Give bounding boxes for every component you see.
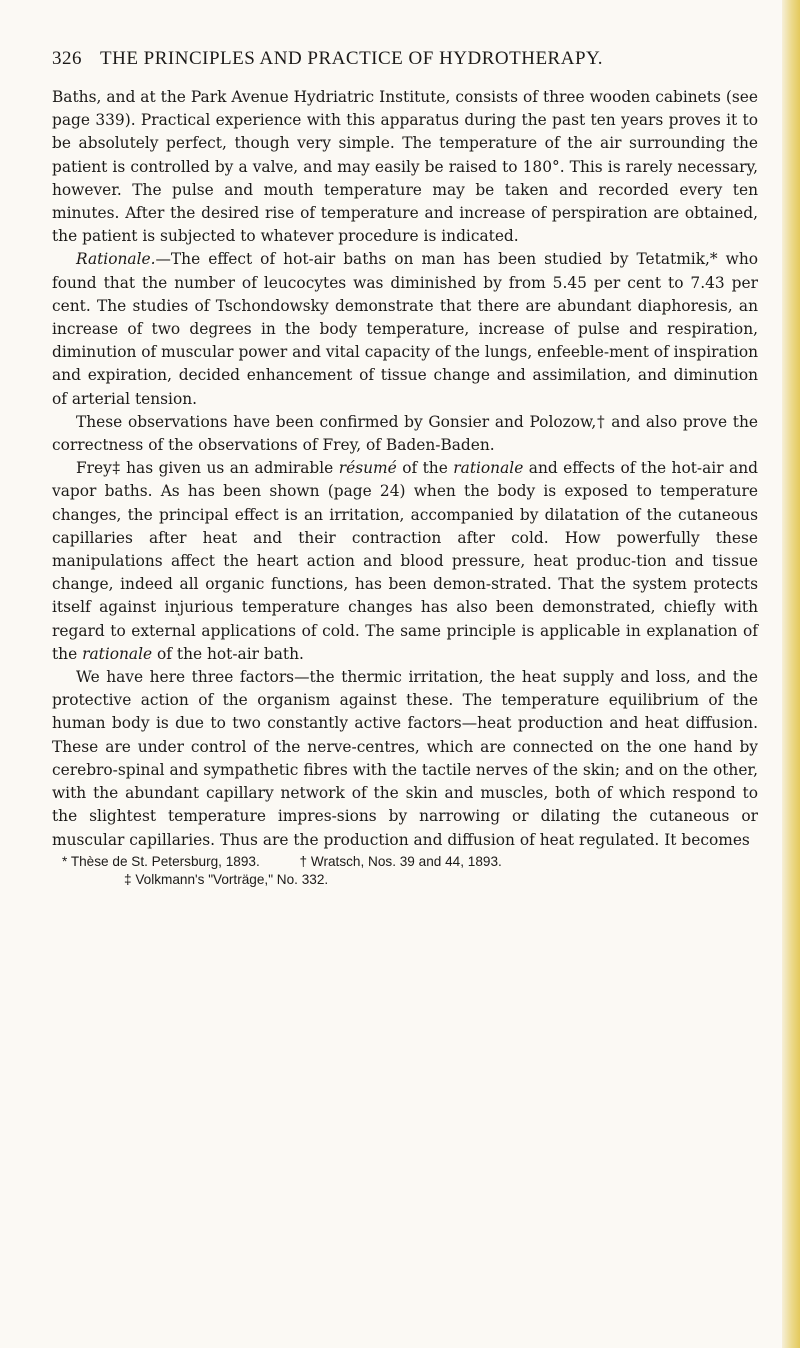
body-text — [52, 86, 758, 852]
running-title: THE PRINCIPLES AND PRACTICE OF HYDROTHERAPY. — [100, 48, 604, 69]
paragraph-3: These observations have been confirmed by Gonsier and Polozow,† and also prove the correctness of the observations of Frey, of Baden-Baden. — [52, 412, 758, 455]
footnotes — [52, 853, 758, 889]
book-page — [52, 48, 758, 889]
page-edge — [782, 0, 800, 1348]
paragraph-2: Rationale.—The effect of hot-air baths on man has been studied by Tetatmik,* who found that the number of leucocytes was diminished by from 5.45 per cent to 7.43 per cent. The studies of Tschondowsky demonstrate that there are abundant diaphoresis, an increase of two degrees in the body temperature, increase of pulse and respiration, diminution of muscular power and vital capacity of the lungs, enfeeble-ment of inspiration and expiration, decided enhancement of tissue change and assimilation, and diminution of arterial tension. — [52, 250, 758, 408]
rationale-heading: Rationale. — [76, 250, 156, 269]
paragraph-4: Frey‡ has given us an admirable résumé of the rationale and effects of the hot-air and vapor baths. As has been shown (page 24) when the body is exposed to temperature changes, the principal effect is an irritation, accompanied by dilatation of the cutaneous capillaries after heat and their contraction after cold. How powerfully these manipulations affect the heart action and blood pressure, heat produc-tion and tissue change, indeed all organic functions, has been demon-strated. That the system protects itself against injurious temperature changes has also been demonstrated, chiefly with regard to external applications of cold. The same principle is applicable in explanation of the rationale of the hot-air bath. — [52, 459, 758, 663]
footnote-3: ‡ Volkmann's "Vorträge," No. 332. — [124, 871, 329, 887]
page-number: 326 — [52, 48, 82, 69]
footnote-2: † Wratsch, Nos. 39 and 44, 1893. — [299, 853, 502, 869]
running-header — [52, 48, 758, 70]
footnote-1: * Thèse de St. Petersburg, 1893. — [62, 853, 260, 869]
paragraph-1: Baths, and at the Park Avenue Hydriatric Institute, consists of three wooden cabinets (see page 339). Practical experience with this apparatus during the past ten years proves it to be absolutely perfect, though very simple. The temperature of the air surrounding the patient is controlled by a valve, and may easily be raised to 180°. This is rarely necessary, however. The pulse and mouth temperature may be taken and recorded every ten minutes. After the desired rise of temperature and increase of perspiration are obtained, the patient is subjected to whatever procedure is indicated. — [52, 88, 758, 246]
paragraph-5: We have here three factors—the thermic irritation, the heat supply and loss, and the protective action of the organism against these. The temperature equilibrium of the human body is due to two constantly active factors—heat production and heat diffusion. These are under control of the nerve-centres, which are connected on the one hand by cerebro-spinal and sympathetic fibres with the tactile nerves of the skin; and on the other, with the abundant capillary network of the skin and muscles, both of which respond to the slightest temperature impres-sions by narrowing or dilating the cutaneous or muscular capillaries. Thus are the production and diffusion of heat regulated. It becomes — [52, 668, 758, 849]
